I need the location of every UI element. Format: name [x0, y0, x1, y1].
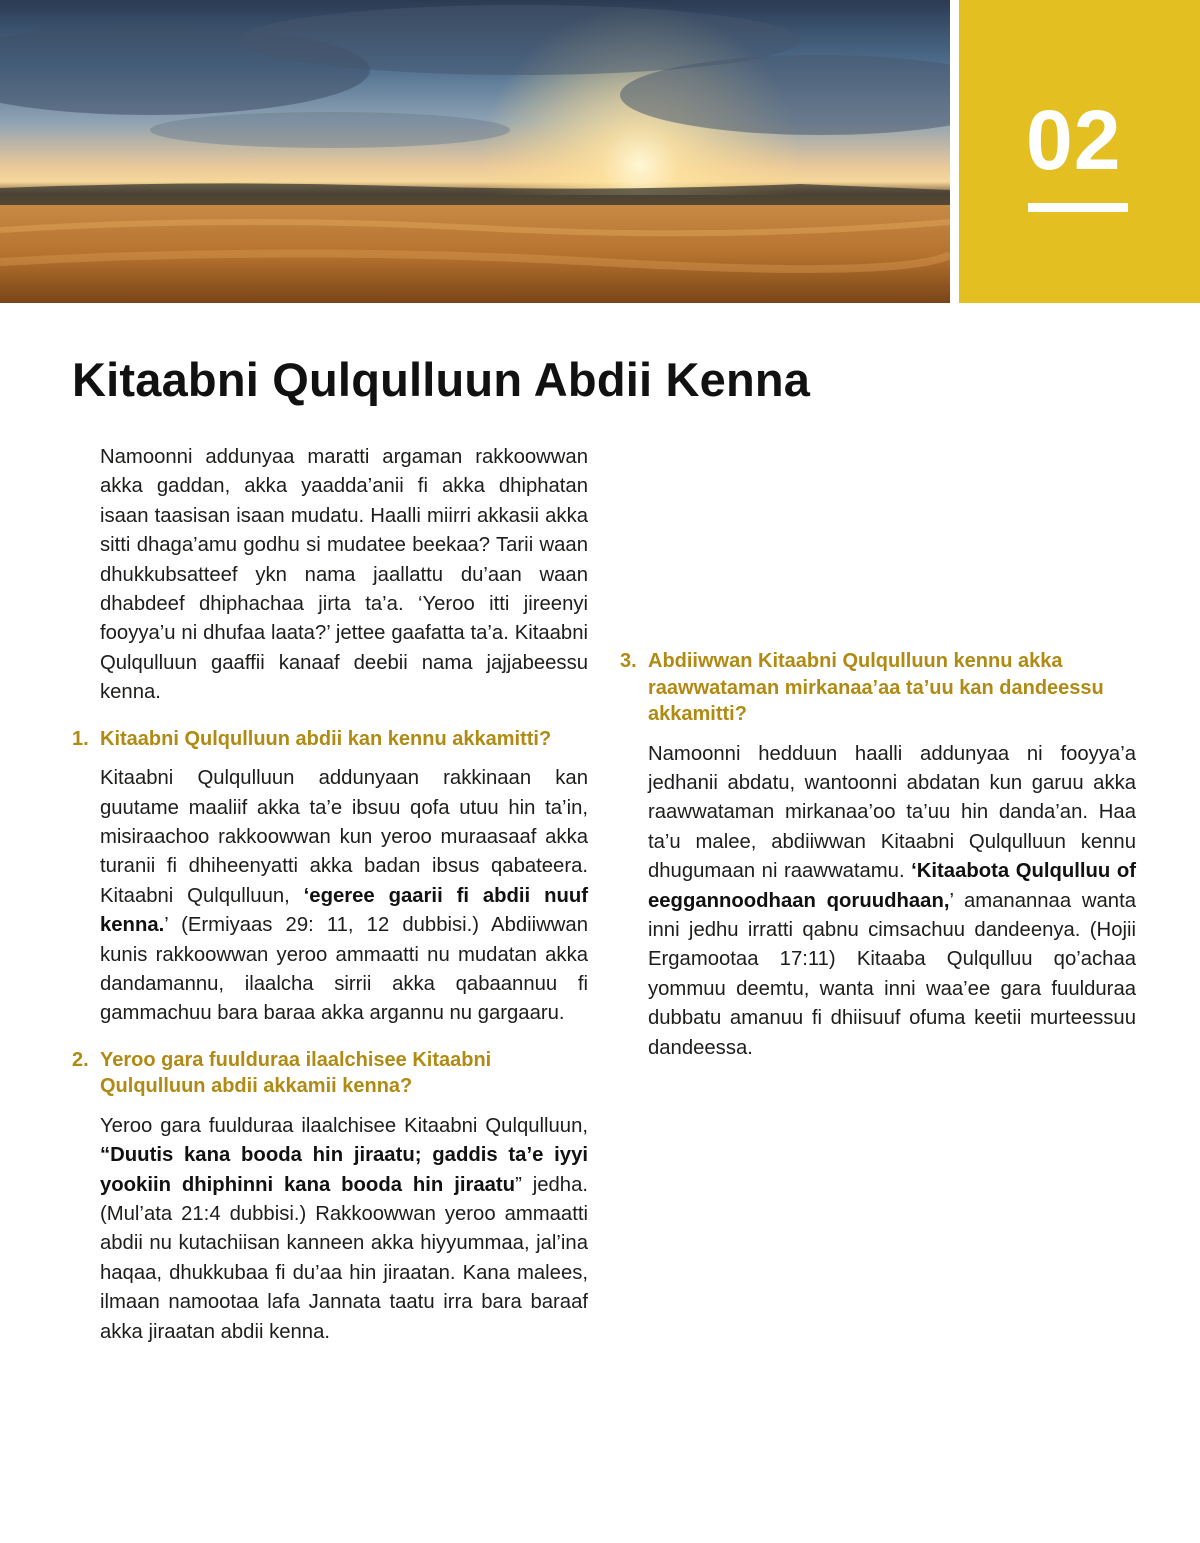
- answer-1-text-b: ’ (Ermiyaas 29: 11, 12 dubbisi.) Abdiiwwan kunis rakkoowwan yeroo ammaatti nu mudatan akka dandamannu, ilaalcha sirrii akka qabaannuu fi gammachuu bara baraa akka argannu nu gargaaru.: [100, 914, 588, 1025]
- left-column: [72, 443, 588, 1365]
- lesson-number-badge: [959, 0, 1200, 303]
- answer-2-text-a: Yeroo gara fuulduraa ilaalchisee Kitaabni Qulqulluun,: [100, 1114, 588, 1137]
- answer-2-paragraph: [100, 1112, 588, 1347]
- question-1: [72, 726, 588, 753]
- question-1-number: 1.: [72, 727, 89, 750]
- intro-paragraph: Namoonni addunyaa maratti argaman rakkoowwan akka gaddan, akka yaadda’anii fi akka dhiphatan isaan taasisan isaan mudatu. Haalli miirri akkasii akka sitti dhaga’amu godhu si mudatee beekaa? Tarii waan dhukkubsatteef ykn nama jaallattu du’aan waan dhabdeef dhiphachaa jirta ta’a. ‘Yeroo itti jireenyi fooyya’u ni dhufaa laata?’ jettee gaafatta ta’a. Kitaabni Qulqulluun gaaffii kanaaf deebii nama jajjabeessu kenna.: [100, 446, 588, 704]
- answer-1-text-a: Kitaabni Qulqulluun addunyaan rakkinaan kan guutame maaliif akka ta’e ibsuu qofa utuu hin ta’in, misiraachoo rakkoowwan kun yeroo muraasaaf akka turanii fi dhiheenyatti akka badan ibsus qabateera. Kitaabni Qulqulluun,: [100, 767, 588, 907]
- answer-1-paragraph: [100, 764, 588, 1029]
- question-2-number: 2.: [72, 1048, 89, 1071]
- answer-3-paragraph: [648, 740, 1136, 1063]
- hero-image-wheat-field-sunset: [0, 0, 950, 303]
- sunset-field-illustration: [0, 0, 950, 303]
- question-3: [620, 648, 1136, 728]
- lesson-number: 02: [1026, 93, 1122, 187]
- right-column: [620, 443, 1136, 1081]
- question-2-text: Yeroo gara fuulduraa ilaalchisee Kitaabni Qulqulluun abdii akkamii kenna?: [100, 1048, 492, 1098]
- answer-3-text-a: Namoonni hedduun haalli addunyaa ni fooyya’a jedhanii abdatu, wantoonni abdatan kun garuu akka raawwataman mirkanaa’oo ta’uu hin danda’an. Haa ta’u malee, abdiiwwan Kitaabni Qulqulluun kennu dhugumaan ni raawwatamu.: [648, 742, 1136, 883]
- answer-3-text-b: ’ amanannaa wanta inni jedhu irratti qabnu cimsachuu dandeenya. (Hojii Ergamootaa 17:11) Kitaaba Qulqulluu qo’achaa yommuu deemtu, wanta inni waa’ee gara fuulduraa dubbatu amanuu fi dhiisuuf ofuma keetii murteessuu dandeessa.: [648, 889, 1136, 1059]
- answer-2-bold: “Duutis kana booda hin jiraatu; gaddis ta’e iyyi yookiin dhiphinni kana booda hin jiraatu: [100, 1144, 588, 1196]
- badge-underline: [1028, 203, 1128, 212]
- question-1-text: Kitaabni Qulqulluun abdii kan kennu akkamitti?: [100, 727, 552, 750]
- page-title: Kitaabni Qulqulluun Abdii Kenna: [72, 353, 811, 406]
- question-2: [72, 1047, 588, 1100]
- answer-1-bold: ‘egeree gaarii fi abdii nuuf kenna.: [100, 884, 588, 937]
- question-3-text: Abdiiwwan Kitaabni Qulqulluun kennu akka raawwataman mirkanaa’aa ta’uu kan dandeessu akkamitti?: [648, 650, 1104, 725]
- answer-3-bold: ‘Kitaabota Qulqulluu of eeggannoodhaan qoruudhaan,: [648, 860, 1136, 912]
- question-3-number: 3.: [620, 650, 637, 672]
- answer-2-text-b: ” jedha. (Mul’ata 21:4 dubbisi.) Rakkoowwan yeroo ammaatti abdii nu kutachiisan kanneen akka hiyyummaa, jal’ina haqaa, dhukkubaa fi du’aa hin jiraatan. Kana malees, ilmaan namootaa lafa Jannata taatu irra bara baraaf akka jiraatan abdii kenna.: [100, 1173, 588, 1343]
